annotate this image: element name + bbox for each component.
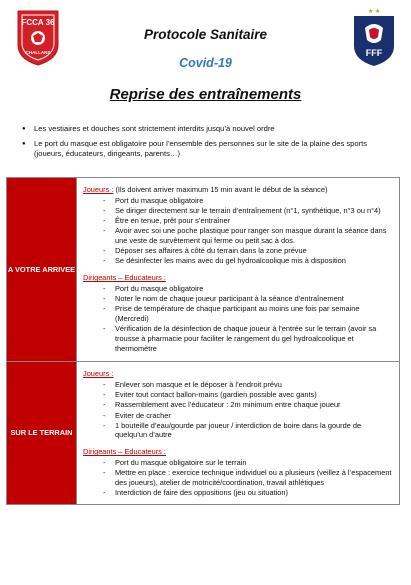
list-item: - Noter le nom de chaque joueur participant à la séance d’entraînement (103, 294, 393, 304)
list-item: - Se désinfecter les mains avec du gel hydroalcoolique mis à disposition (103, 256, 393, 266)
club-logo-name: FCCA 36 (21, 18, 55, 27)
svg-text:★: ★ (375, 8, 381, 15)
list-item: - Avoir avec soi une poche plastique pour ranger son masque durant la séance dans une veste de survêtement qui ferme ou petit sac à dos. (103, 226, 393, 245)
group-title: Joueurs : (83, 185, 114, 194)
section-content (77, 178, 399, 361)
group-players (83, 185, 393, 266)
group-title: Dirigeants – Educateurs : (83, 447, 166, 457)
list-item: - Déposer ses affaires à côté du terrain dans la zone prévue (103, 246, 393, 256)
section-content (77, 362, 399, 504)
group-title: Joueurs : (83, 369, 114, 379)
list-item: - Port du masque obligatoire (103, 284, 393, 294)
general-notes (22, 124, 395, 164)
club-logo-city: CHALLANS (25, 50, 51, 55)
group-staff (83, 447, 393, 498)
section-heading: Reprise des entraînements (109, 86, 302, 103)
list-item: - Être en tenue, prêt pour s’entraîner (103, 216, 393, 226)
list-item: - Prise de température de chaque participant au moins une fois par semaine (Mercredi) (103, 304, 393, 323)
fff-logo-text: FFF (365, 48, 383, 58)
group-note: (Ils doivent arriver maximum 15 min avant le début de la séance) (113, 185, 328, 194)
page-title: Protocole Sanitaire (143, 27, 268, 42)
list-item: - 1 bouteille d’eau/gourde par joueur / interdiction de boire dans la gourde de quelqu’un d’autre (103, 421, 393, 440)
list-item: - Port du masque obligatoire sur le terrain (103, 458, 393, 468)
protocol-table (6, 177, 400, 505)
section-label: SUR LE TERRAIN (7, 362, 77, 504)
list-item: - Eviter de cracher (103, 411, 393, 421)
list-item: - Enlever son masque et le déposer à l’endroit prévu (103, 380, 393, 390)
list-item: - Port du masque obligatoire (103, 196, 393, 206)
list-item: - Rassemblement avec l’éducateur : 2m minimum entre chaque joueur (103, 400, 393, 410)
section-field (7, 362, 399, 504)
group-title: Dirigeants – Educateurs : (83, 273, 166, 283)
svg-text:★: ★ (368, 8, 374, 15)
page-subtitle: Covid-19 (179, 56, 232, 70)
group-players (83, 369, 393, 440)
section-label: A VOTRE ARRIVEE (7, 178, 77, 361)
list-item: - Se diriger directement sur le terrain d’entraînement (n°1, synthétique, n°3 ou n°4) (103, 206, 393, 216)
group-staff (83, 273, 393, 353)
note-item: ● Le port du masque est obligatoire pour l’ensemble des personnes sur le site de la plaine des sports (joueurs, éducateurs, dirigeants, parents…) (22, 139, 395, 159)
list-item: - Eviter tout contact ballon-mains (gardien possible avec gants) (103, 390, 393, 400)
note-item: ● Les vestiaires et douches sont strictement interdits jusqu’à nouvel ordre (22, 124, 395, 134)
list-item: - Vérification de la désinfection de chaque joueur à l’entrée sur le terrain (avoir sa trousse à pharmacie pour faciliter le rangement du gel hydroalcoolique et thermomètre (103, 324, 393, 353)
list-item: - Mettre en place : exercice technique individuel ou a plusieurs (veillez à l’espacement des joueurs), atelier de motricité/coordination, travail athlétiques (103, 468, 393, 487)
section-arrival (7, 178, 399, 362)
list-item: - Interdiction de faire des oppositions (jeu ou situation) (103, 488, 393, 498)
